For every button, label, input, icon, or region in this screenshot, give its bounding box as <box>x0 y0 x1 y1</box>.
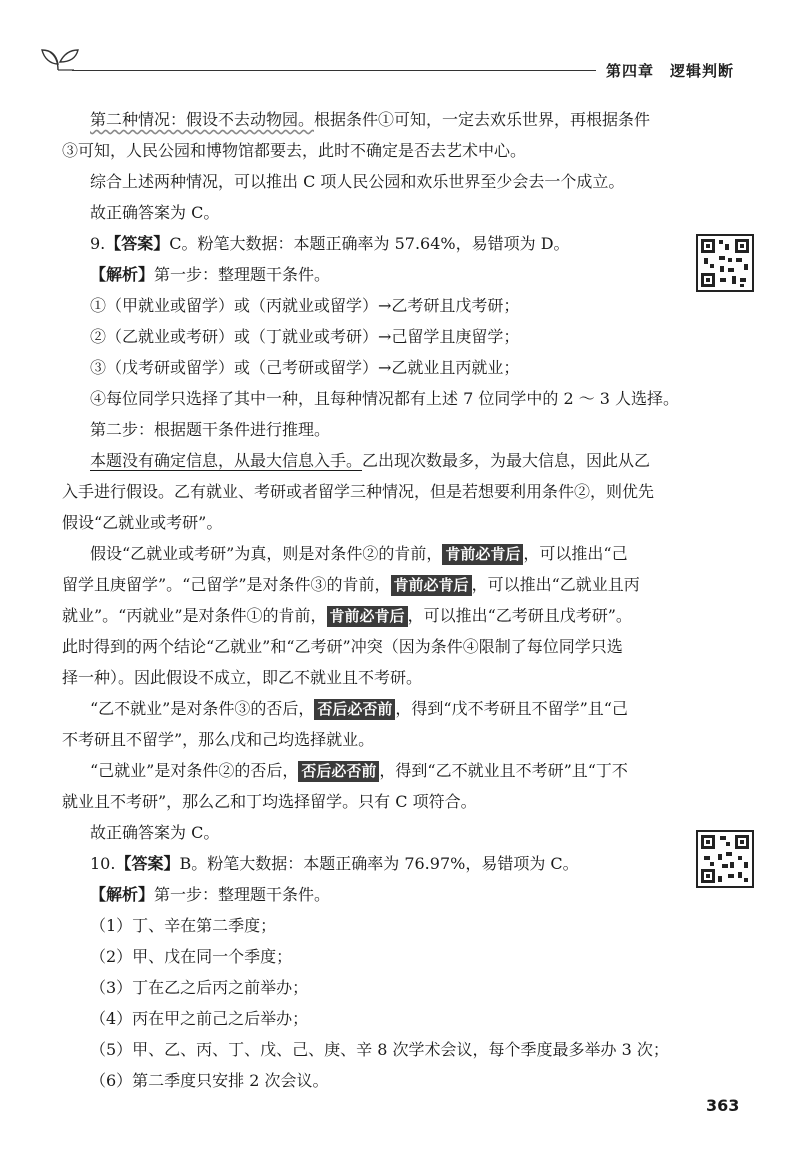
text: 入手进行假设。乙有就业、考研或者留学三种情况，但是若想要利用条件②，则优先 <box>62 482 655 501</box>
text: ①（甲就业或留学）或（丙就业或留学）→乙考研且戊考研； <box>90 296 520 315</box>
paragraph <box>90 755 680 786</box>
text: （4）丙在甲之前己之后举办； <box>90 1009 309 1028</box>
qr-code-icon[interactable] <box>696 234 754 292</box>
text: ，得到“戊不考研且不留学”且“己 <box>395 699 628 718</box>
key-phrase: 本题没有确定信息，从最大信息入手。 <box>90 451 363 470</box>
text: 就业”。“丙就业”是对条件①的肯前， <box>62 606 327 625</box>
rule-tag: 肯前必肯后 <box>391 575 472 596</box>
text: 此时得到的两个结论“乙就业”和“乙考研”冲突（因为条件④限制了每位同学只选 <box>62 637 623 656</box>
text: 故正确答案为 C。 <box>90 823 220 842</box>
rule-tag: 否后必否前 <box>298 761 379 782</box>
condition-item <box>90 1003 680 1034</box>
text: 综合上述两种情况，可以推出 C 项人民公园和欢乐世界至少会去一个成立。 <box>90 172 625 191</box>
condition-item <box>90 910 680 941</box>
text: （1）丁、辛在第二季度； <box>90 916 277 935</box>
text: 不考研且不留学”，那么戊和己均选择就业。 <box>62 730 375 749</box>
answer-text: C。粉笔大数据：本题正确率为 57.64%，易错项为 D。 <box>169 234 570 253</box>
paragraph <box>90 817 680 848</box>
chapter-title: 第四章 逻辑判断 <box>606 62 735 80</box>
leaf-sprout-icon <box>40 44 80 72</box>
question-number: 9. <box>90 234 106 253</box>
text: 第一步：整理题干条件。 <box>154 885 331 904</box>
rule-tag: 否后必否前 <box>314 699 395 720</box>
question-10-analysis <box>90 879 680 910</box>
text: ③（戊考研或留学）或（己考研或留学）→乙就业且丙就业； <box>90 358 520 377</box>
paragraph <box>90 693 680 724</box>
paragraph <box>90 197 680 228</box>
text: 假设“乙就业或考研”。 <box>62 513 223 532</box>
paragraph <box>62 724 680 755</box>
answer-label: 【答案】 <box>115 854 180 873</box>
question-number: 10. <box>90 854 116 873</box>
paragraph <box>90 538 680 569</box>
text: 就业且不考研”，那么乙和丁均选择留学。只有 C 项符合。 <box>62 792 477 811</box>
condition-item <box>90 290 680 321</box>
page-number: 363 <box>706 1096 740 1115</box>
paragraph <box>62 600 680 631</box>
text: ，可以推出“己 <box>523 544 628 563</box>
text: 根据条件①可知，一定去欢乐世界，再根据条件 <box>314 110 651 129</box>
page-header <box>0 0 800 90</box>
answer-text: B。粉笔大数据：本题正确率为 76.97%，易错项为 C。 <box>179 854 579 873</box>
text: 择一种）。因此假设不成立，即乙不就业且不考研。 <box>62 668 423 687</box>
text: ④每位同学只选择了其中一种，且每种情况都有上述 7 位同学中的 2 ～ 3 人选择。 <box>90 389 680 408</box>
condition-item <box>90 321 680 352</box>
question-9-answer <box>90 228 680 259</box>
rule-tag: 肯前必肯后 <box>327 606 408 627</box>
text: ，可以推出“乙考研且戊考研”。 <box>407 606 632 625</box>
question-10-answer <box>90 848 680 879</box>
condition-item <box>90 972 680 1003</box>
question-9-analysis <box>90 259 680 290</box>
text: （6）第二季度只安排 2 次会议。 <box>90 1071 329 1090</box>
text: 留学且庚留学”。“己留学”是对条件③的肯前， <box>62 575 391 594</box>
text: ②（乙就业或考研）或（丁就业或考研）→己留学且庚留学； <box>90 327 520 346</box>
paragraph <box>90 104 680 135</box>
paragraph <box>62 631 680 662</box>
paragraph <box>62 507 680 538</box>
analysis-label: 【解析】 <box>90 265 155 284</box>
text: ，得到“乙不就业且不考研”且“丁不 <box>379 761 628 780</box>
paragraph <box>62 662 680 693</box>
paragraph <box>90 445 680 476</box>
page-body <box>62 104 680 1096</box>
condition-item <box>90 1065 680 1096</box>
qr-code-icon[interactable] <box>696 830 754 888</box>
header-rule <box>72 70 596 71</box>
text: ③可知，人民公园和博物馆都要去，此时不确定是否去艺术中心。 <box>62 141 527 160</box>
text: （2）甲、戊在同一个季度； <box>90 947 293 966</box>
text: （3）丁在乙之后丙之前举办； <box>90 978 309 997</box>
rule-tag: 肯前必肯后 <box>442 544 523 565</box>
text: 乙出现次数最多，为最大信息，因此从乙 <box>362 451 651 470</box>
text: 第二步：根据题干条件进行推理。 <box>90 420 331 439</box>
condition-item <box>90 352 680 383</box>
paragraph <box>90 166 680 197</box>
condition-item <box>90 383 680 414</box>
text: “乙不就业”是对条件③的否后， <box>90 699 315 718</box>
paragraph <box>62 135 680 166</box>
paragraph <box>62 786 680 817</box>
text: 假设“乙就业或考研”为真，则是对条件②的肯前， <box>90 544 443 563</box>
paragraph <box>62 476 680 507</box>
paragraph <box>62 569 680 600</box>
condition-item <box>90 1034 680 1065</box>
text: （5）甲、乙、丙、丁、戊、己、庚、辛 8 次学术会议，每个季度最多举办 3 次； <box>90 1040 669 1059</box>
text: 第一步：整理题干条件。 <box>154 265 331 284</box>
case-heading: 第二种情况：假设不去动物园。 <box>90 110 315 129</box>
text: 故正确答案为 C。 <box>90 203 220 222</box>
analysis-label: 【解析】 <box>90 885 155 904</box>
answer-label: 【答案】 <box>105 234 170 253</box>
text: “己就业”是对条件②的否后， <box>90 761 299 780</box>
text: ，可以推出“乙就业且丙 <box>471 575 640 594</box>
paragraph <box>90 414 680 445</box>
condition-item <box>90 941 680 972</box>
